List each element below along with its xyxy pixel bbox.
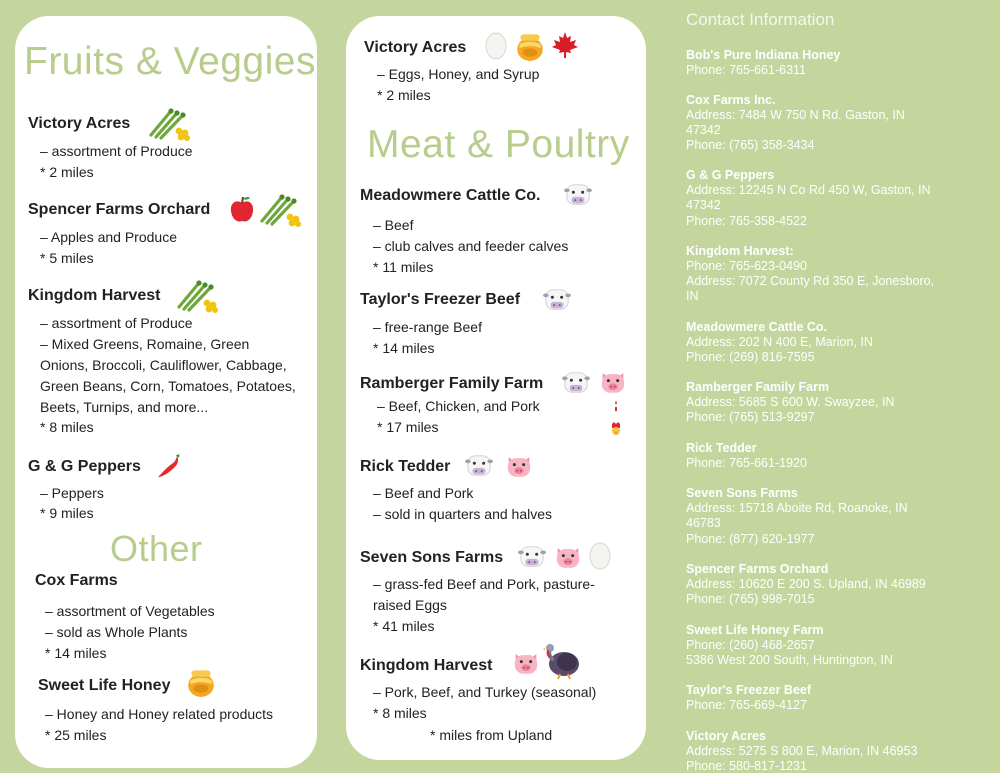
farm-detail: – assortment of Produce	[40, 143, 193, 159]
contact-name: Cox Farms Inc.	[686, 93, 776, 107]
contact-line: Address: 12245 N Co Rd 450 W, Gaston, IN	[686, 183, 931, 197]
contact-name: Rick Tedder	[686, 441, 757, 455]
contact-line: Address: 5275 S 800 E, Marion, IN 46953	[686, 744, 918, 758]
contact-line: Phone: 765-358-4522	[686, 214, 807, 228]
egg-icon	[588, 540, 612, 570]
farm-name: Cox Farms	[35, 572, 118, 589]
turkey-icon	[542, 640, 582, 680]
farm-distance: * 5 miles	[40, 250, 94, 266]
farm-distance: * 25 miles	[45, 727, 107, 743]
farm-detail: – Peppers	[40, 485, 104, 501]
contact-name: Spencer Farms Orchard	[686, 562, 829, 576]
contact-line: Phone: 765-623-0490	[686, 259, 807, 273]
contact-name: Seven Sons Farms	[686, 486, 798, 500]
meat-poultry-title: Meat & Poultry	[367, 123, 630, 166]
contact-line: 46783	[686, 516, 721, 530]
farm-name: Spencer Farms Orchard	[28, 201, 211, 218]
contact-line: 5386 West 200 South, Huntington, IN	[686, 653, 893, 667]
asparagus-icon	[175, 277, 219, 313]
cow-icon	[465, 453, 493, 479]
contact-name: Sweet Life Honey Farm	[686, 623, 824, 637]
honey-pot-icon	[185, 664, 217, 698]
contact-line: Phone: 765-669-4127	[686, 698, 807, 712]
contact-line: Address: 7484 W 750 N Rd. Gaston, IN	[686, 108, 905, 122]
farm-name: Ramberger Family Farm	[360, 375, 544, 392]
contact-name: G & G Peppers	[686, 168, 775, 182]
contact-line: Phone: (765) 513-9297	[686, 410, 815, 424]
contact-line: IN	[686, 289, 699, 303]
farm-distance: * 14 miles	[373, 340, 435, 356]
honey-pot-icon	[514, 28, 546, 62]
farm-detail: raised Eggs	[373, 597, 447, 613]
farm-distance: * 9 miles	[40, 505, 94, 521]
farm-name: Rick Tedder	[360, 458, 451, 475]
meat-poultry-card	[346, 16, 646, 760]
farm-name: Victory Acres	[364, 39, 467, 56]
farm-name: Kingdom Harvest	[360, 657, 493, 674]
contact-line: Address: 7072 County Rd 350 E, Jonesboro,	[686, 274, 935, 288]
farm-detail: – Pork, Beef, and Turkey (seasonal)	[373, 684, 597, 700]
contact-line: 47342	[686, 123, 721, 137]
contact-line: Phone: 765-661-6311	[686, 63, 807, 77]
contact-name: Meadowmere Cattle Co.	[686, 320, 828, 334]
farm-detail: Onions, Broccoli, Cauliflower, Cabbage,	[40, 357, 287, 373]
farm-name: Taylor's Freezer Beef	[360, 291, 521, 308]
contact-line: Phone: (260) 468-2657	[686, 638, 815, 652]
farm-detail: – Eggs, Honey, and Syrup	[377, 66, 540, 82]
farm-detail: – club calves and feeder calves	[373, 238, 569, 254]
contact-line: Address: 10620 E 200 S. Upland, IN 46989	[686, 577, 926, 591]
contact-line: Phone: (269) 816-7595	[686, 350, 815, 364]
farm-detail: – grass-fed Beef and Pork, pasture-	[373, 576, 595, 592]
farm-distance: * 2 miles	[40, 164, 94, 180]
farm-name: Seven Sons Farms	[360, 549, 504, 566]
cow-icon	[543, 287, 571, 313]
farm-detail: – sold as Whole Plants	[45, 624, 188, 640]
pig-icon	[505, 453, 533, 480]
chili-pepper-icon	[155, 452, 183, 480]
cow-icon	[518, 544, 546, 570]
asparagus-icon	[147, 105, 191, 141]
distance-footnote: * miles from Upland	[430, 727, 553, 743]
contact-line: Phone: (765) 358-3434	[686, 138, 815, 152]
contact-title: Contact Information	[686, 10, 835, 29]
contact-name: Ramberger Family Farm	[686, 380, 830, 394]
farm-detail: – Apples and Produce	[40, 229, 177, 245]
farm-distance: * 11 miles	[373, 259, 434, 275]
farm-detail: – Honey and Honey related products	[45, 706, 274, 722]
farm-name: Meadowmere Cattle Co.	[360, 187, 541, 204]
contact-name: Victory Acres	[686, 729, 766, 743]
cow-icon	[564, 182, 592, 208]
asparagus-icon	[258, 191, 302, 227]
contact-name: Bob's Pure Indiana Honey	[686, 48, 841, 62]
contact-line: 47342	[686, 198, 721, 212]
pig-icon	[554, 544, 582, 571]
contact-line: Address: 202 N 400 E, Marion, IN	[686, 335, 873, 349]
farm-distance: * 17 miles	[377, 419, 439, 435]
apple-icon	[227, 194, 257, 224]
farm-distance: * 2 miles	[377, 87, 431, 103]
chicken-icon	[608, 398, 624, 438]
other-title: Other	[110, 528, 203, 569]
contact-line: Phone: (765) 998-7015	[686, 592, 815, 606]
farm-distance: * 8 miles	[40, 419, 94, 435]
farm-name: Kingdom Harvest	[28, 287, 161, 304]
contact-line: Address: 15718 Aboite Rd, Roanoke, IN	[686, 501, 908, 515]
contact-name: Kingdom Harvest:	[686, 244, 794, 258]
farm-name: Victory Acres	[28, 115, 131, 132]
farm-detail: – assortment of Produce	[40, 315, 193, 331]
maple-leaf-icon	[550, 30, 580, 60]
farm-detail: – Beef and Pork	[373, 485, 474, 501]
egg-icon	[484, 30, 508, 60]
farm-detail: Green Beans, Corn, Tomatoes, Potatoes,	[40, 378, 296, 394]
contact-line: Phone: 765-661-1920	[686, 456, 807, 470]
farm-distance: * 8 miles	[373, 705, 427, 721]
farm-distance: * 41 miles	[373, 618, 435, 634]
farm-detail: – assortment of Vegetables	[45, 603, 215, 619]
fruits-veggies-card	[15, 16, 317, 768]
contact-name: Taylor's Freezer Beef	[686, 683, 812, 697]
farm-detail: Beets, Turnips, and more...	[40, 399, 209, 415]
pig-icon	[512, 650, 540, 677]
fruits-veggies-title: Fruits & Veggies	[24, 40, 316, 83]
cow-icon	[562, 370, 590, 396]
farm-detail: – sold in quarters and halves	[373, 506, 552, 522]
pig-icon	[599, 369, 627, 396]
contact-line: Phone: (877) 620-1977	[686, 532, 815, 546]
farm-detail: – free-range Beef	[373, 319, 482, 335]
farm-detail: – Beef	[373, 217, 414, 233]
farm-name: Sweet Life Honey	[38, 677, 171, 694]
farm-detail: – Mixed Greens, Romaine, Green	[40, 336, 250, 352]
contact-line: Address: 5685 S 600 W. Swayzee, IN	[686, 395, 895, 409]
farm-detail: – Beef, Chicken, and Pork	[377, 398, 540, 414]
farm-name: G & G Peppers	[28, 458, 141, 475]
contact-line: Phone: 580-817-1231	[686, 759, 807, 773]
farm-distance: * 14 miles	[45, 645, 107, 661]
